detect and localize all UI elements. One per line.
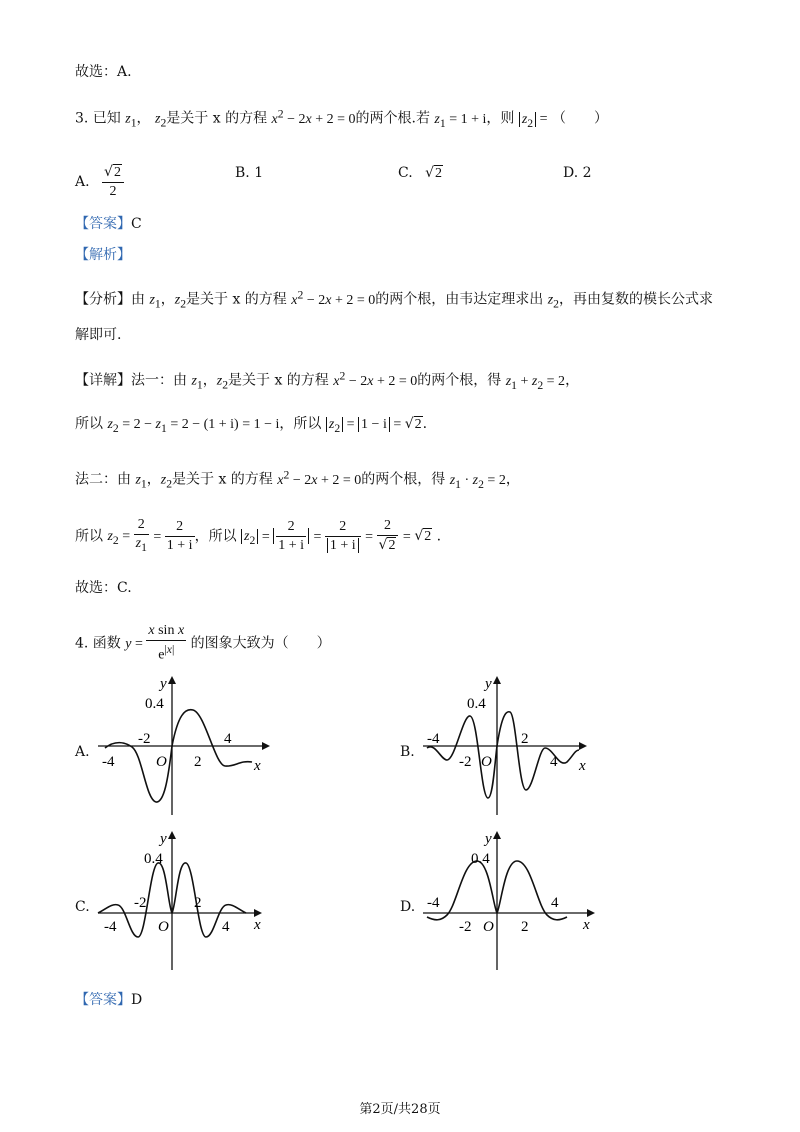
graph-a-tick-n2: -2 xyxy=(138,731,151,747)
graph-a-tick-4: 4 xyxy=(224,731,232,747)
graph-c-tick-04: 0.4 xyxy=(144,851,163,867)
option-b[interactable]: B. 1 xyxy=(235,165,264,181)
graph-d-y-arrow xyxy=(493,831,501,839)
graph-c-label[interactable]: C. xyxy=(75,899,90,915)
graph-b-x-label: x xyxy=(579,758,586,774)
graph-d-y-label: y xyxy=(485,831,492,847)
graph-c-tick-4: 4 xyxy=(222,919,230,935)
graph-d-x-label: x xyxy=(583,917,590,933)
graph-d-origin: O xyxy=(483,919,494,935)
graph-d[interactable] xyxy=(415,825,605,975)
graph-a-label[interactable]: A. xyxy=(75,744,90,760)
q3-analysis-tag: 【解析】 xyxy=(75,247,131,263)
graph-d-tick-2: 2 xyxy=(521,919,529,935)
graph-b-tick-n4: -4 xyxy=(427,731,440,747)
option-c[interactable]: C. √2 xyxy=(398,165,443,181)
prev-choice: 故选：A. xyxy=(75,64,132,80)
graph-b-y-label: y xyxy=(485,676,492,692)
graph-c-x-arrow xyxy=(254,909,262,917)
graph-c-tick-n4: -4 xyxy=(104,919,117,935)
q3-stem: 3. 已知 $z_1$， $z_2$是关于 x 的方程 $x^2 - 2x + 2 = 0$的两个根.若 $z_1 = 1 + i$，则 $z_2$ = （ ） xyxy=(75,107,608,130)
graph-a-x-arrow xyxy=(262,742,270,750)
graph-c-x-label: x xyxy=(254,917,261,933)
graph-a-tick-04: 0.4 xyxy=(145,696,164,712)
graph-b-tick-2: 2 xyxy=(521,731,529,747)
graph-a-origin: O xyxy=(156,754,167,770)
graph-b-y-arrow xyxy=(493,676,501,684)
graph-b[interactable] xyxy=(415,670,605,820)
graph-c[interactable] xyxy=(90,825,280,975)
graph-c-y-arrow xyxy=(168,831,176,839)
graph-b-tick-n2: -2 xyxy=(459,754,472,770)
graph-d-x-arrow xyxy=(587,909,595,917)
graph-a[interactable] xyxy=(90,670,280,820)
q3-method2: 法二：由 $z_1$，$z_2$是关于 x 的方程 $x^2 - 2x + 2 = 0$的两个根，得 $z_1 \cdot z_2 = 2$， xyxy=(75,468,520,491)
graph-d-label[interactable]: D. xyxy=(400,899,416,915)
q3-number: 3. 已知 xyxy=(75,110,121,127)
graph-b-tick-4: 4 xyxy=(550,754,558,770)
graph-a-tick-2: 2 xyxy=(194,754,202,770)
graph-a-x-label: x xyxy=(254,758,261,774)
graph-a-tick-n4: -4 xyxy=(102,754,115,770)
q3-method1: 【详解】法一：由 $z_1$，$z_2$是关于 x 的方程 $x^2 - 2x + 2 = 0$的两个根，得 $z_1 + z_2 = 2$， xyxy=(75,369,580,392)
q4-answer: 【答案】D xyxy=(75,992,143,1008)
graph-b-label[interactable]: B. xyxy=(400,744,415,760)
q3-answer: 【答案】C xyxy=(75,216,142,232)
graph-b-origin: O xyxy=(481,754,492,770)
q3-choice: 故选：C. xyxy=(75,580,132,596)
q3-fenxi: 【分析】由 $z_1$，$z_2$是关于 x 的方程 $x^2 - 2x + 2 = 0$的两个根，由韦达定理求出 $z_2$，再由复数的模长公式求 xyxy=(75,288,713,311)
graph-a-y-label: y xyxy=(160,676,167,692)
graph-b-x-arrow xyxy=(579,742,587,750)
graph-c-origin: O xyxy=(158,919,169,935)
q3-method2-result: 所以 $z_2$ = $\frac{2}{z_1}$ = $\frac{2}{1 + i}$ ，所以 $z_2$ = $\frac{2}{1 + i}$ = $\frac{2}{1 + i}$ = $\frac{2}{√2}$ = √2 . xyxy=(75,517,442,554)
q3-method1-result: 所以 $z_2 = 2 - z_1 = 2 - (1 + i) = 1 - i$，所以 $z_2 = 1 - i = √2$. xyxy=(75,416,428,435)
graph-a-y-arrow xyxy=(168,676,176,684)
graph-c-y-label: y xyxy=(160,831,167,847)
graph-c-tick-2: 2 xyxy=(194,895,202,911)
graph-b-tick-04: 0.4 xyxy=(467,696,486,712)
graph-d-tick-n2: -2 xyxy=(459,919,472,935)
option-d[interactable]: D. 2 xyxy=(563,165,592,181)
page-footer: 第2页/共28页 xyxy=(359,1102,441,1117)
graph-d-tick-4: 4 xyxy=(551,895,559,911)
graph-c-tick-n2: -2 xyxy=(134,895,147,911)
q3-fenxi-cont: 解即可. xyxy=(75,327,122,343)
graph-d-tick-n4: -4 xyxy=(427,895,440,911)
option-a[interactable]: A. $\frac{√2}{2}$ xyxy=(75,163,124,201)
q4-stem: 4. 函数 y = $\frac{\text{x sin x}}{e^{|x|}}$ 的图象大致为（ ） xyxy=(75,623,331,663)
graph-d-tick-04: 0.4 xyxy=(471,851,490,867)
graph-a-curve xyxy=(105,710,252,802)
